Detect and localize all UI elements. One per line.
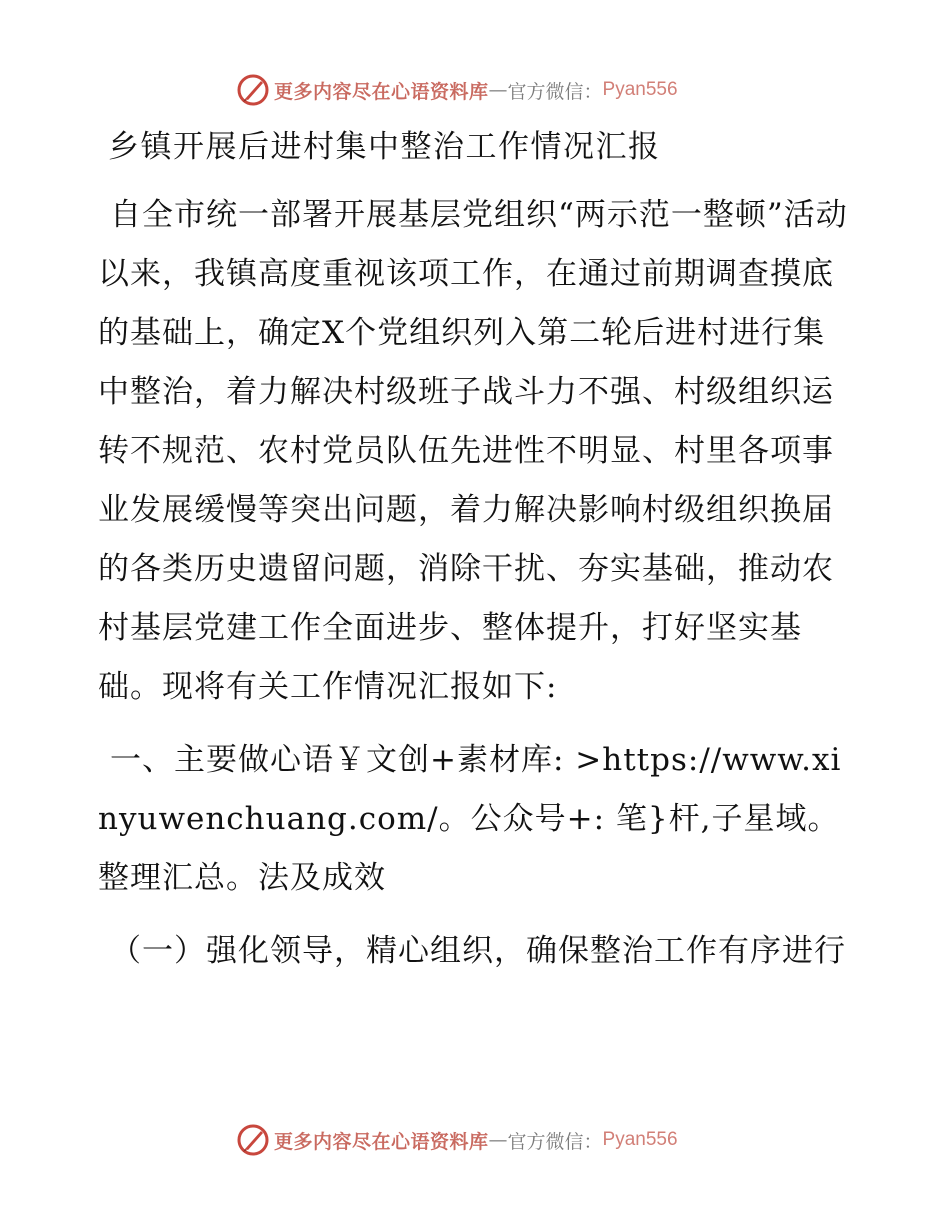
document-body	[98, 122, 850, 995]
banner-wechat-id: Pyan556	[602, 79, 678, 100]
quill-pen-circle-icon	[236, 73, 270, 107]
banner-wechat-id: Pyan556	[602, 1129, 678, 1150]
document-paragraph-intro: 自全市统一部署开展基层党组织“两示范一整顿”活动以来，我镇高度重视该项工作，在通过前期调查摸底的基础上，确定X个党组织列入第二轮后进村进行集中整治，着力解决村级班子战斗力不强、村级组织运转不规范、农村党员队伍先进性不明显、村里各项事业发展缓慢等突出问题，着力解决影响村级组织换届的各类历史遗留问题，消除干扰、夯实基础，推动农村基层党建工作全面进步、整体提升，打好坚实基础。现将有关工作情况汇报如下:	[98, 197, 848, 705]
banner-separator: —	[488, 79, 508, 101]
banner-contact-label: 官方微信：	[507, 80, 603, 103]
banner-main-text: 更多内容尽在心语资料库	[274, 80, 489, 103]
footer-watermark-banner	[236, 1122, 678, 1158]
header-watermark-banner	[236, 72, 678, 108]
document-title: 乡镇开展后进村集中整治工作情况汇报	[108, 129, 661, 165]
banner-contact-label: 官方微信：	[507, 1130, 603, 1153]
quill-pen-circle-icon	[236, 1123, 270, 1157]
banner-main-text: 更多内容尽在心语资料库	[274, 1130, 489, 1153]
document-paragraph-section-one: 一、主要做心语￥文创+素材库: >https://www.xinyuwenchuang.com/。公众号+: 笔}杆,子星域。整理汇总。法及成效	[98, 742, 842, 896]
document-paragraph-subsection-one: （一）强化领导，精心组织，确保整治工作有序进行	[110, 933, 846, 969]
banner-separator: —	[488, 1129, 508, 1151]
